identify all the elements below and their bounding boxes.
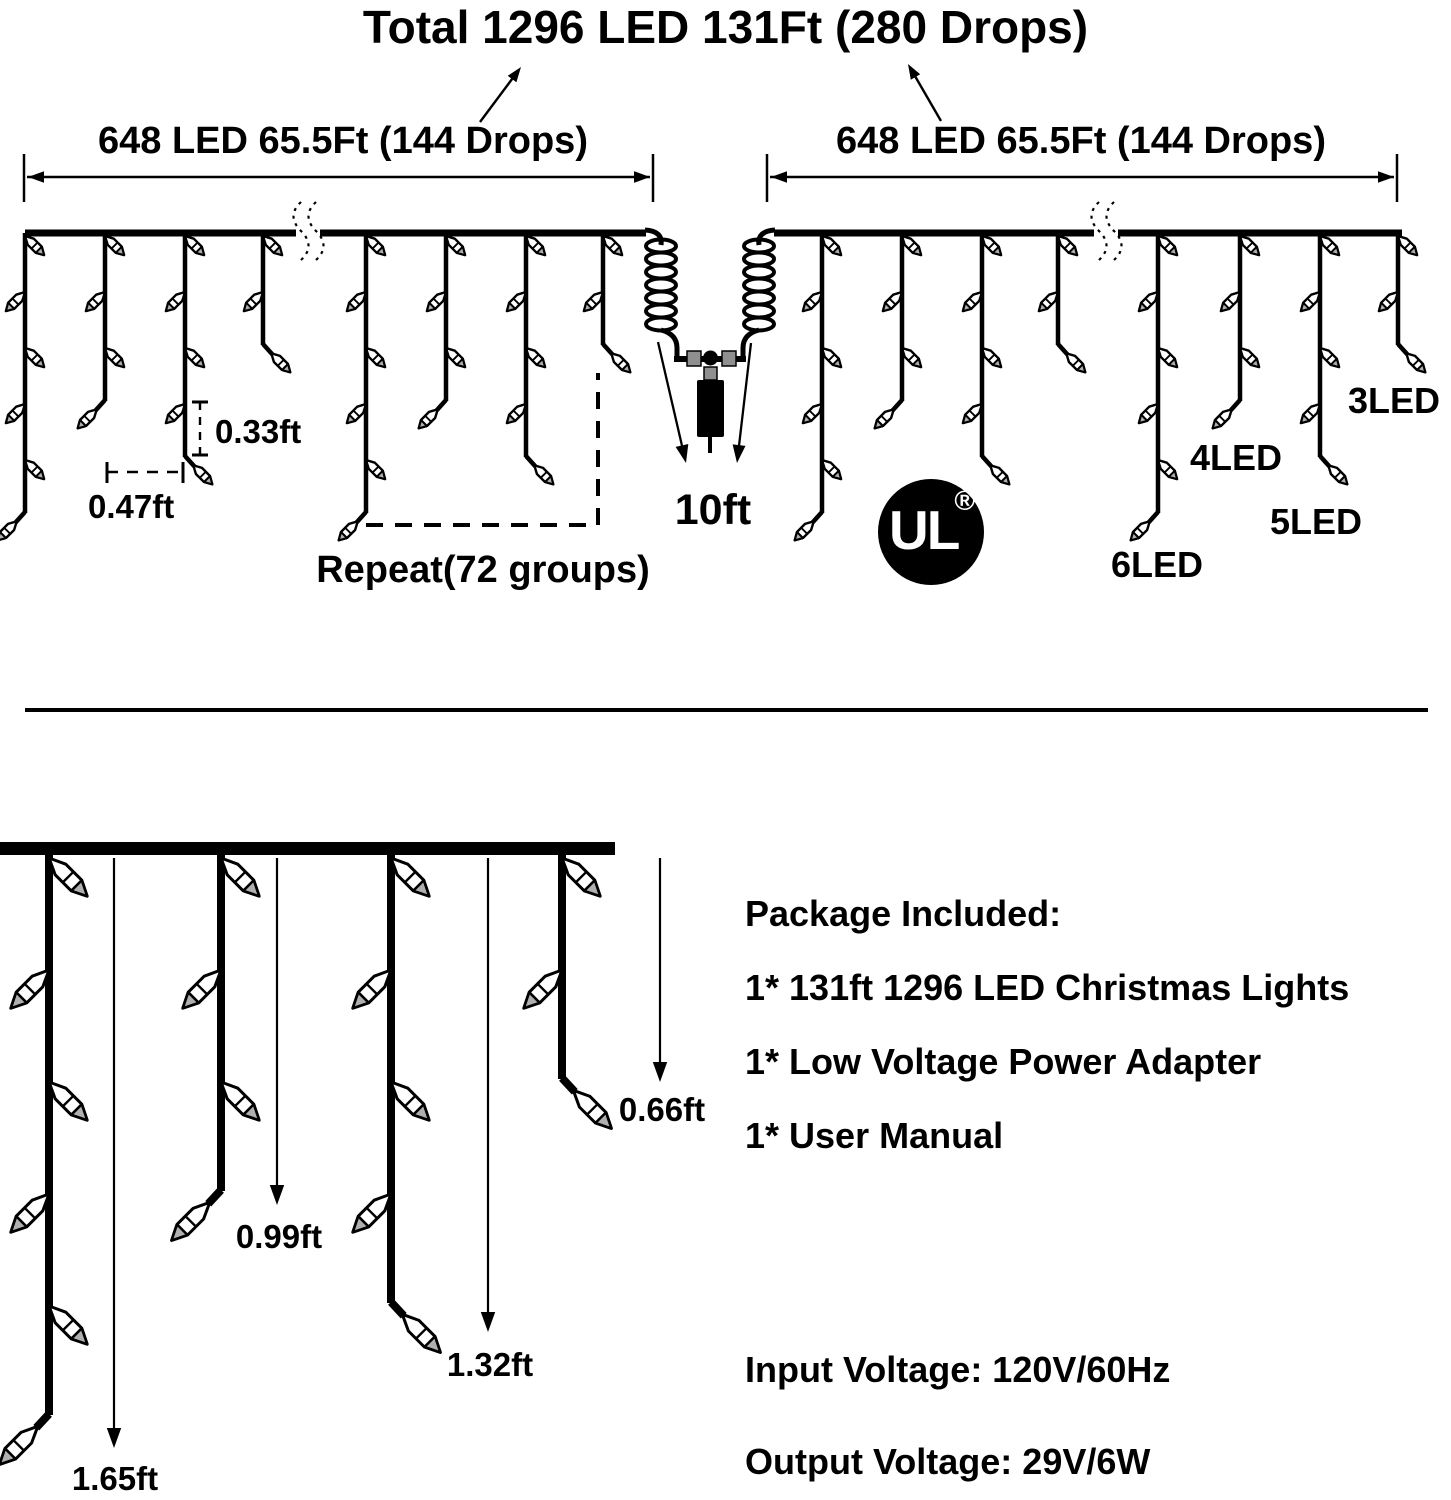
input-voltage-spec: Input Voltage: 120V/60Hz	[745, 1349, 1171, 1390]
package-item-adapter: 1* Low Voltage Power Adapter	[745, 1041, 1262, 1082]
output-voltage-spec: Output Voltage: 29V/6W	[745, 1441, 1151, 1482]
drop-detail-diagram	[0, 842, 667, 1464]
ul-certification-logo	[878, 479, 984, 585]
ul-mark-text: UL	[889, 499, 959, 561]
package-item-lights: 1* 131ft 1296 LED Christmas Lights	[745, 967, 1350, 1008]
drop-size-label-5led: 5LED	[1269, 501, 1363, 542]
drop-length-1-32ft: 1.32ft	[446, 1346, 534, 1383]
package-included-heading: Package Included:	[745, 893, 1062, 934]
lead-wire-length-label: 10ft	[674, 486, 752, 534]
repeat-group-label: Repeat(72 groups)	[316, 549, 650, 591]
package-item-manual: 1* User Manual	[745, 1115, 1004, 1156]
drop-length-0-99ft: 0.99ft	[235, 1218, 323, 1255]
led-spacing-label: 0.33ft	[215, 413, 302, 450]
left-section-label: 648 LED 65.5Ft (144 Drops)	[98, 120, 588, 162]
drop-size-label-3led: 3LED	[1347, 380, 1441, 421]
power-adapter-assembly	[645, 230, 775, 463]
registered-trademark-icon: ®	[954, 485, 975, 516]
right-section-label: 648 LED 65.5Ft (144 Drops)	[836, 120, 1326, 162]
drop-size-label-6led: 6LED	[1110, 544, 1204, 585]
drop-size-label-4led: 4LED	[1189, 437, 1283, 478]
drop-spacing-label: 0.47ft	[88, 488, 175, 525]
page-title: Total 1296 LED 131Ft (280 Drops)	[362, 1, 1089, 53]
drop-length-1-65ft: 1.65ft	[71, 1460, 159, 1497]
drop-length-0-66ft: 0.66ft	[618, 1091, 706, 1128]
